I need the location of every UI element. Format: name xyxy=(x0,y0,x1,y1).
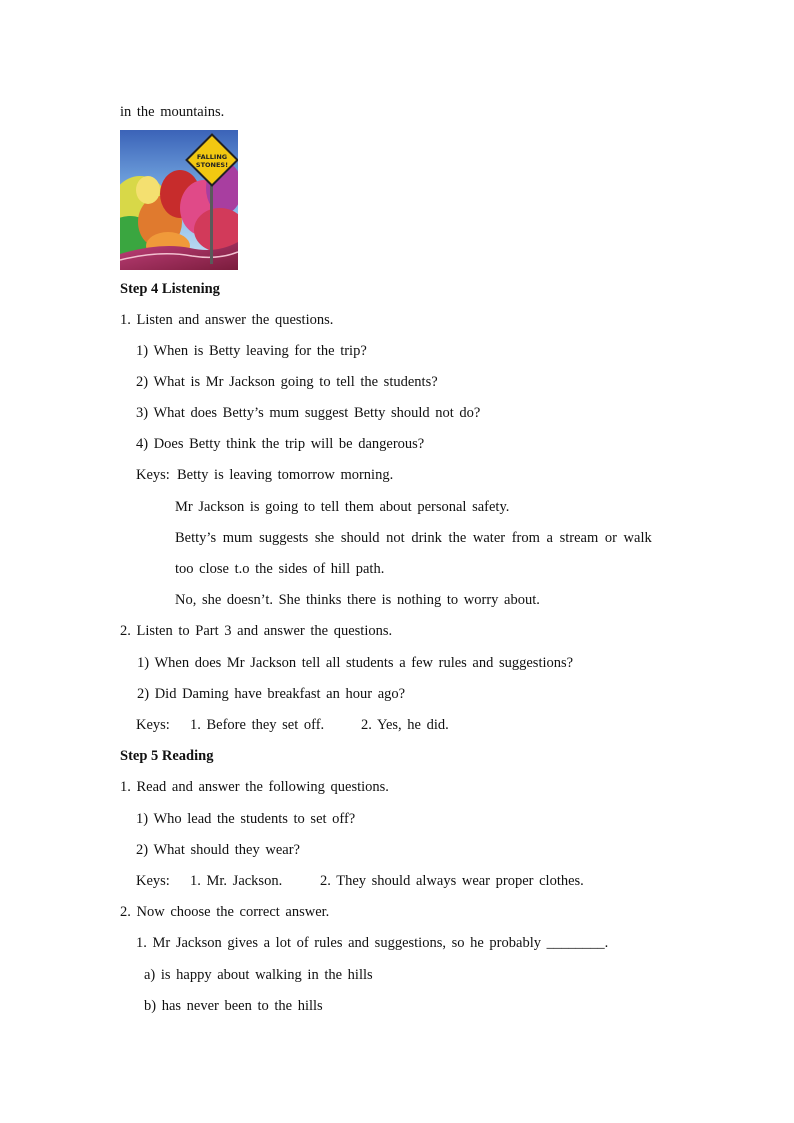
sign-text-line1: FALLING xyxy=(196,153,228,161)
step4-question2-item: 1) When does Mr Jackson tell all students a few rules and suggestions? xyxy=(137,655,574,671)
step4-key-item: too close t.o the sides of hill path. xyxy=(175,561,385,577)
falling-stones-sign-photo xyxy=(120,130,238,270)
sign-text-line2: STONES! xyxy=(195,161,229,169)
step5-mc-option: b) has never been to the hills xyxy=(144,998,323,1014)
step4-question1-title: 1. Listen and answer the questions. xyxy=(120,312,334,328)
step4-key-item: Mr Jackson is going to tell them about personal safety. xyxy=(175,499,510,515)
intro-line: in the mountains. xyxy=(120,104,225,120)
step4-keys-label: Keys: xyxy=(136,467,170,483)
step4-question2-title: 2. Listen to Part 3 and answer the questions. xyxy=(120,623,393,639)
step4-key2-item: 2. Yes, he did. xyxy=(361,717,449,733)
falling-stones-illustration xyxy=(120,130,238,270)
step5-keys-label: Keys: xyxy=(136,873,170,889)
step4-key2-item: 1. Before they set off. xyxy=(190,717,325,733)
step5-question1-title: 1. Read and answer the following questions. xyxy=(120,779,389,795)
step4-question2-item: 2) Did Daming have breakfast an hour ago? xyxy=(137,686,406,702)
step4-key-item: Betty is leaving tomorrow morning. xyxy=(177,467,394,483)
step4-question-item: 3) What does Betty’s mum suggest Betty should not do? xyxy=(136,405,481,421)
step5-question-item: 1) Who lead the students to set off? xyxy=(136,811,356,827)
step5-key-item: 1. Mr. Jackson. xyxy=(190,873,283,889)
step5-mc-option: a) is happy about walking in the hills xyxy=(144,967,373,983)
step5-mc-question: 1. Mr Jackson gives a lot of rules and suggestions, so he probably ________. xyxy=(136,935,609,951)
step4-question-item: 1) When is Betty leaving for the trip? xyxy=(136,343,367,359)
step4-heading: Step 4 Listening xyxy=(120,281,220,297)
step4-key-item: No, she doesn’t. She thinks there is nothing to worry about. xyxy=(175,592,540,608)
step5-question-item: 2) What should they wear? xyxy=(136,842,300,858)
step4-keys2-label: Keys: xyxy=(136,717,170,733)
step5-key-item: 2. They should always wear proper clothes. xyxy=(320,873,584,889)
step5-heading: Step 5 Reading xyxy=(120,748,214,764)
step4-question-item: 4) Does Betty think the trip will be dangerous? xyxy=(136,436,425,452)
step4-question-item: 2) What is Mr Jackson going to tell the students? xyxy=(136,374,438,390)
step5-question2-title: 2. Now choose the correct answer. xyxy=(120,904,330,920)
step4-key-item: Betty’s mum suggests she should not drink the water from a stream or walk xyxy=(175,530,652,546)
